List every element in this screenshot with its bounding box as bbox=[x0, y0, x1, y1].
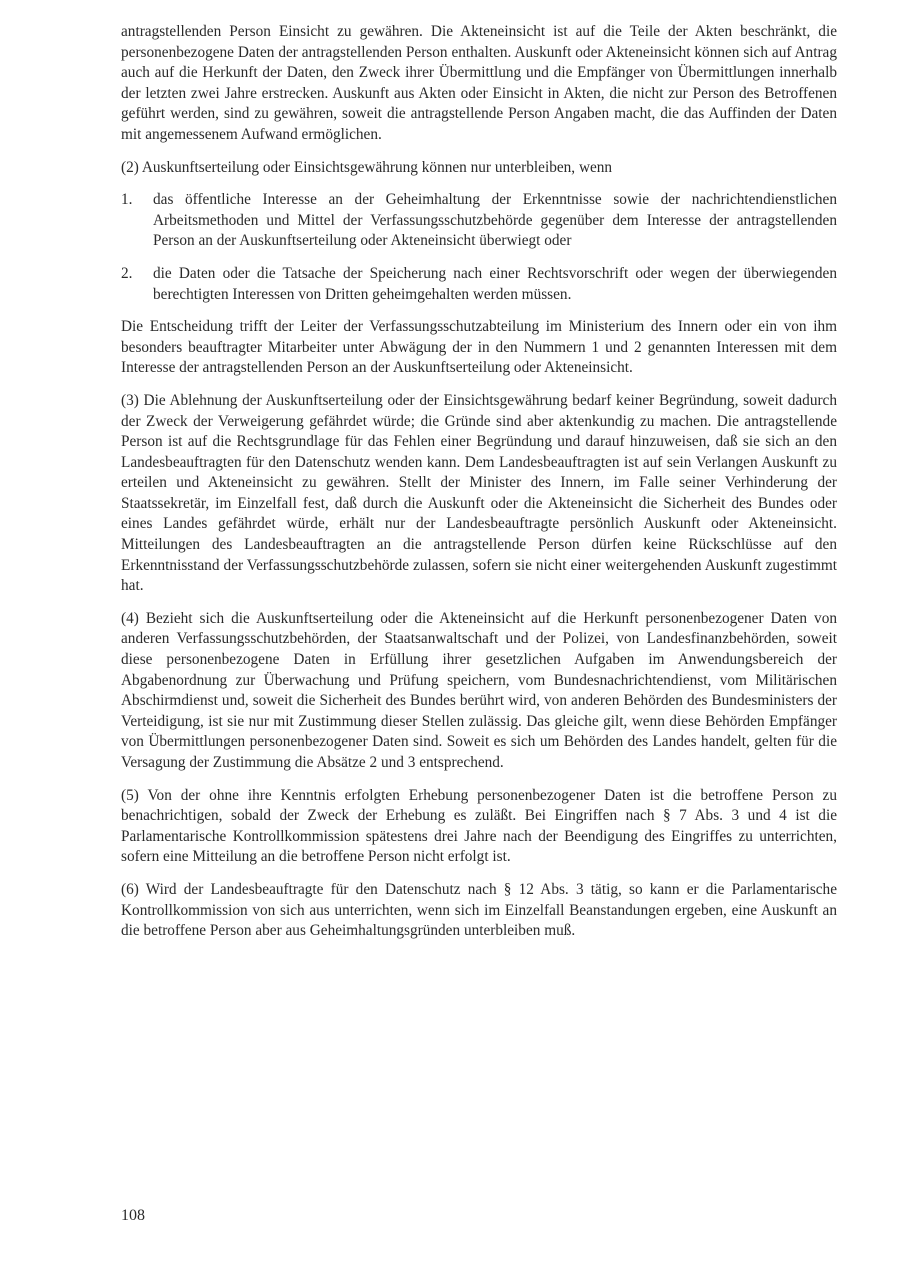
paragraph-5: (5) Von der ohne ihre Kenntnis erfolgten Erhebung personenbezogener Daten ist die betroffene Person zu benachrichtigen, sobald der Zweck der Erhebung es zuläßt. Bei Eingriffen nach § 7 Abs. 3 und 4 ist die Parlamentarische Kontrollkommission spätestens drei Jahre nach der Beendigung des Eingriffes zu unterrichten, sofern eine Mitteilung an die betroffene Person nicht erfolgt ist. bbox=[121, 786, 837, 866]
list-item-text: die Daten oder die Tatsache der Speicherung nach einer Rechtsvorschrift oder wegen der überwiegenden berechtigten Interessen von Dritten geheimgehalten werden müssen. bbox=[153, 264, 837, 303]
paragraph-4: (4) Bezieht sich die Auskunftserteilung oder die Akteneinsicht auf die Herkunft personenbezogener Daten von anderen Verfassungsschutzbehörden, der Staatsanwaltschaft und der Polizei, von Landesfinanzbehörden, soweit diese personenbezogene Daten in Erfüllung ihrer gesetzlichen Aufgaben im Anwendungsbereich der Abgabenordnung zur Überwachung und Prüfung speichern, vom Bundesnachrichtendienst, vom Militärischen Abschirmdienst und, soweit die Sicherheit des Bundes berührt wird, von anderen Behörden des Bundesministers der Verteidigung, ist sie nur mit Zustimmung dieser Stellen zulässig. Das gleiche gilt, wenn diese Behörden Empfänger von Übermittlungen personenbezogener Daten sind. Soweit es sich um Behörden des Landes handelt, gelten für die Versagung der Zustimmung die Absätze 2 und 3 entsprechend. bbox=[121, 609, 837, 771]
paragraph-2-lead: (2) Auskunftserteilung oder Einsichtsgewährung können nur unterbleiben, wenn bbox=[121, 158, 613, 176]
list-item-number: 2. bbox=[121, 264, 133, 282]
page-number: 108 bbox=[121, 1207, 145, 1224]
paragraph-intro: antragstellenden Person Einsicht zu gewähren. Die Akteneinsicht ist auf die Teile der Akten beschränkt, die personenbezogene Daten der antragstellenden Person enthalten. Auskunft oder Akteneinsicht können sich auf Antrag auch auf die Herkunft der Daten, den Zweck ihrer Übermittlung und die Empfänger von Übermittlungen innerhalb der letzten zwei Jahre erstrecken. Auskunft aus Akten oder Einsicht in Akten, die nicht zur Person des Betroffenen geführt werden, sind zu gewähren, soweit die antragstellende Person Angaben macht, die das Auffinden der Daten mit angemessenem Aufwand ermöglichen. bbox=[121, 23, 837, 143]
document-page bbox=[121, 22, 837, 954]
paragraph-2-decision: Die Entscheidung trifft der Leiter der Verfassungsschutzabteilung im Ministerium des Innern oder ein von ihm besonders beauftragter Mitarbeiter unter Abwägung der in den Nummern 1 und 2 genannten Interessen mit dem Interesse der antragstellenden Person an der Auskunftserteilung oder Akteneinsicht. bbox=[121, 318, 837, 377]
condition-list bbox=[121, 190, 837, 305]
paragraph-6: (6) Wird der Landesbeauftragte für den Datenschutz nach § 12 Abs. 3 tätig, so kann er die Parlamentarische Kontrollkommission von sich aus unterrichten, wenn sich im Einzelfall Beanstandungen ergeben, eine Auskunft an die betroffene Person aber aus Geheimhaltungsgründen unterbleiben muß. bbox=[121, 880, 837, 940]
list-item bbox=[121, 264, 837, 305]
list-item-number: 1. bbox=[121, 191, 133, 209]
list-item-text: das öffentliche Interesse an der Geheimhaltung der Erkenntnisse sowie der nachrichtendienstlichen Arbeitsmethoden und Mittel der Verfassungsschutzbehörde gegenüber dem Interesse der antragstellenden Person an der Auskunftserteilung oder Akteneinsicht überwiegt oder bbox=[153, 191, 837, 250]
paragraph-3: (3) Die Ablehnung der Auskunftserteilung oder der Einsichtsgewährung bedarf keiner Begründung, soweit dadurch der Zweck der Verweigerung gefährdet würde; die Gründe sind aber aktenkundig zu machen. Die antragstellende Person ist auf die Rechtsgrundlage für das Fehlen einer Begründung und darauf hinzuweisen, daß sie sich an den Landesbeauftragten für den Datenschutz wenden kann. Dem Landesbeauftragten ist auf sein Verlangen Auskunft zu erteilen und Akteneinsicht zu gewähren. Stellt der Minister des Innern, im Falle seiner Verhinderung der Staatssekretär, im Einzelfall fest, daß durch die Auskunft oder die Akteneinsicht die Sicherheit des Bundes oder eines Landes gefährdet würde, erhält nur der Landesbeauftragte persönlich Auskunft oder Akteneinsicht. Mitteilungen des Landesbeauftragten an die antragstellende Person dürfen keine Rückschlüsse auf den Erkenntnisstand der Verfassungsschutzbehörde zulassen, sofern sie nicht einer weitergehenden Auskunft zugestimmt hat. bbox=[121, 391, 837, 595]
list-item bbox=[121, 190, 837, 252]
